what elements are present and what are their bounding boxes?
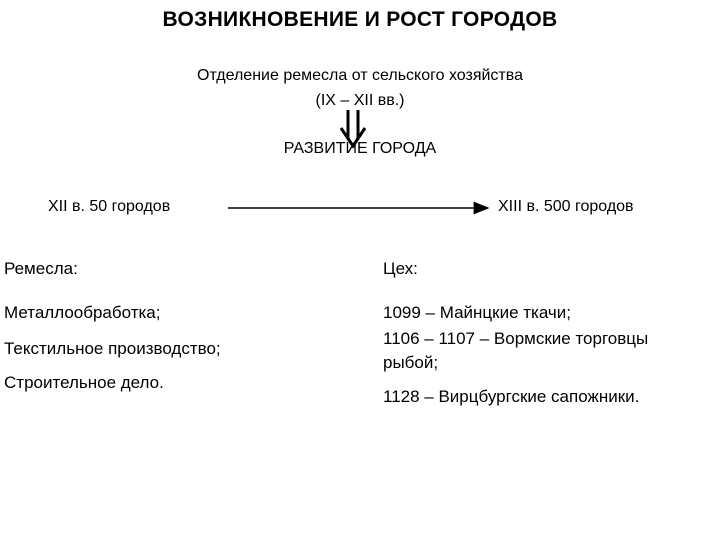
guild-item-line: 1106 – 1107 – Вормские торговцы — [383, 329, 649, 348]
growth-from-label: XII в. 50 городов — [48, 198, 171, 215]
subtitle-line-1: Отделение ремесла от сельского хозяйства — [197, 67, 523, 84]
guild-item-line: 1099 – Майнцкие ткачи; — [383, 303, 572, 322]
subtitle-line-2: (IX – XII вв.) — [315, 92, 405, 109]
crafts-item: Металлообработка; — [4, 303, 161, 322]
guilds-heading: Цех: — [383, 259, 418, 278]
guild-item-line: рыбой; — [383, 353, 439, 372]
crafts-item: Текстильное производство; — [4, 339, 221, 358]
development-label: РАЗВИТИЕ ГОРОДА — [283, 140, 437, 157]
growth-to-label: XIII в. 500 городов — [498, 198, 634, 215]
guild-item-line: 1128 – Вирцбургские сапожники. — [383, 387, 640, 406]
page-title: ВОЗНИКНОВЕНИЕ И РОСТ ГОРОДОВ — [162, 8, 558, 31]
crafts-heading: Ремесла: — [4, 259, 78, 278]
crafts-item: Строительное дело. — [4, 373, 164, 392]
